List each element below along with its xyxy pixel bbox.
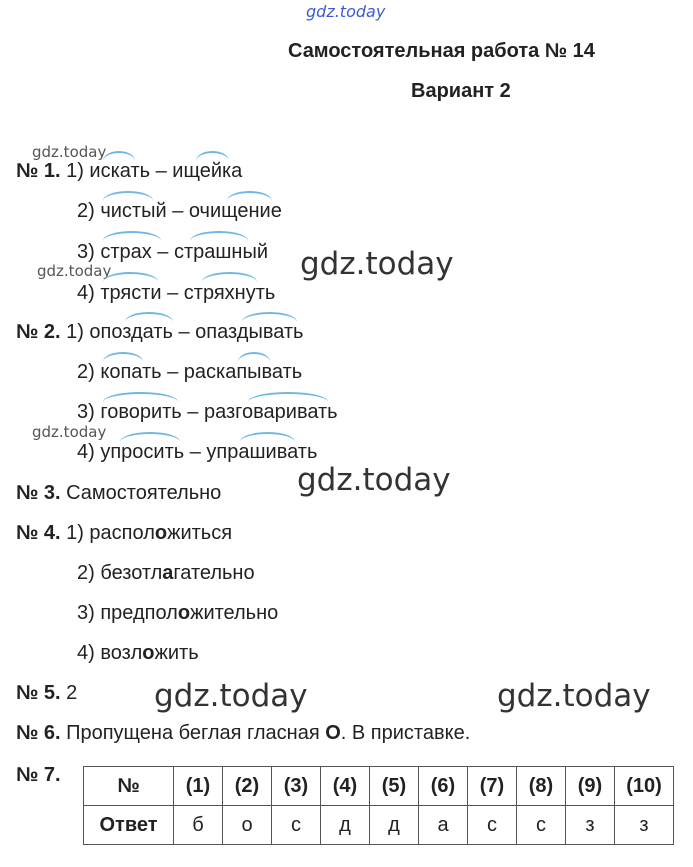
root-arc xyxy=(125,312,173,322)
table-cell: с xyxy=(272,806,321,845)
variant-title: Вариант 2 xyxy=(411,80,511,102)
root-arc xyxy=(103,352,143,362)
watermark-top: gdz.today xyxy=(306,2,386,21)
task-number: № 2. xyxy=(16,321,61,343)
table-header-row xyxy=(84,767,674,806)
table-header-cell: (10) xyxy=(615,767,674,806)
watermark-small: gdz.today xyxy=(32,143,107,161)
table-header-cell: (9) xyxy=(566,767,615,806)
table-header-cell: (2) xyxy=(223,767,272,806)
table-cell: з xyxy=(615,806,674,845)
table-row xyxy=(84,806,674,845)
root-arc xyxy=(190,231,248,241)
task-answer: Самостоятельно xyxy=(66,482,222,504)
table-cell: д xyxy=(370,806,419,845)
task-item: 2) чистый – очищение xyxy=(77,200,282,222)
table-header-cell: (1) xyxy=(174,767,223,806)
root-arc xyxy=(227,191,272,201)
task-item: 1) искать – ищейка xyxy=(66,160,243,182)
task-number: № 5. xyxy=(16,682,61,704)
root-arc xyxy=(103,231,161,241)
root-arc xyxy=(202,272,257,282)
task-item: 1) опоздать – опаздывать xyxy=(66,321,304,343)
root-arc xyxy=(103,392,178,402)
task-number: № 4. xyxy=(16,522,61,544)
root-arc xyxy=(248,392,328,402)
task-item: 2) копать – раскапывать xyxy=(77,361,303,383)
table-header-cell: (8) xyxy=(517,767,566,806)
table-row-label: Ответ xyxy=(84,806,174,845)
page-title: Самостоятельная работа № 14 xyxy=(288,40,595,62)
table-header-cell: (3) xyxy=(272,767,321,806)
task-6 xyxy=(16,722,470,745)
root-arc xyxy=(242,312,297,322)
task-item: 1) расположиться xyxy=(66,522,233,544)
watermark-small: gdz.today xyxy=(37,262,112,280)
table-cell: з xyxy=(566,806,615,845)
task-item: 4) трясти – стряхнуть xyxy=(77,282,276,304)
task-item: 3) говорить – разговаривать xyxy=(77,401,338,423)
task-3 xyxy=(16,482,221,505)
watermark-big: gdz.today xyxy=(300,246,454,282)
root-arc xyxy=(120,432,180,442)
task-number: № 1. xyxy=(16,160,61,182)
table-header-cell: (7) xyxy=(468,767,517,806)
task-item: 2) безотлагательно xyxy=(77,562,255,584)
task-number: № 6. xyxy=(16,722,61,744)
task-answer: 2 xyxy=(66,682,78,704)
table-cell: д xyxy=(321,806,370,845)
table-header-cell: № xyxy=(84,767,174,806)
task-5 xyxy=(16,682,77,705)
table-header-cell: (6) xyxy=(419,767,468,806)
task-7 xyxy=(16,764,61,787)
watermark-big: gdz.today xyxy=(154,678,308,714)
task-number: № 3. xyxy=(16,482,61,504)
task-item: 4) упросить – упрашивать xyxy=(77,441,318,463)
root-arc xyxy=(238,352,270,362)
task-item: 3) предположительно xyxy=(77,602,279,624)
watermark-big: gdz.today xyxy=(497,678,651,714)
task-answer: Пропущена беглая гласная О. В приставке. xyxy=(66,722,471,744)
watermark-big: gdz.today xyxy=(297,462,451,498)
root-arc xyxy=(103,191,153,201)
task-4 xyxy=(16,522,232,545)
root-arc xyxy=(103,151,135,161)
table-cell: с xyxy=(517,806,566,845)
task-2 xyxy=(16,321,303,344)
table-header-cell: (5) xyxy=(370,767,419,806)
table-cell: о xyxy=(223,806,272,845)
task-item: 3) страх – страшный xyxy=(77,241,269,263)
table-header-cell: (4) xyxy=(321,767,370,806)
table-cell: а xyxy=(419,806,468,845)
task-item: 4) возложить xyxy=(77,642,199,664)
task-number: № 7. xyxy=(16,764,61,786)
table-cell: б xyxy=(174,806,223,845)
root-arc xyxy=(240,432,295,442)
answer-table xyxy=(83,766,674,845)
watermark-small: gdz.today xyxy=(32,423,107,441)
root-arc xyxy=(196,151,229,161)
task-1 xyxy=(16,160,242,183)
table-cell: с xyxy=(468,806,517,845)
